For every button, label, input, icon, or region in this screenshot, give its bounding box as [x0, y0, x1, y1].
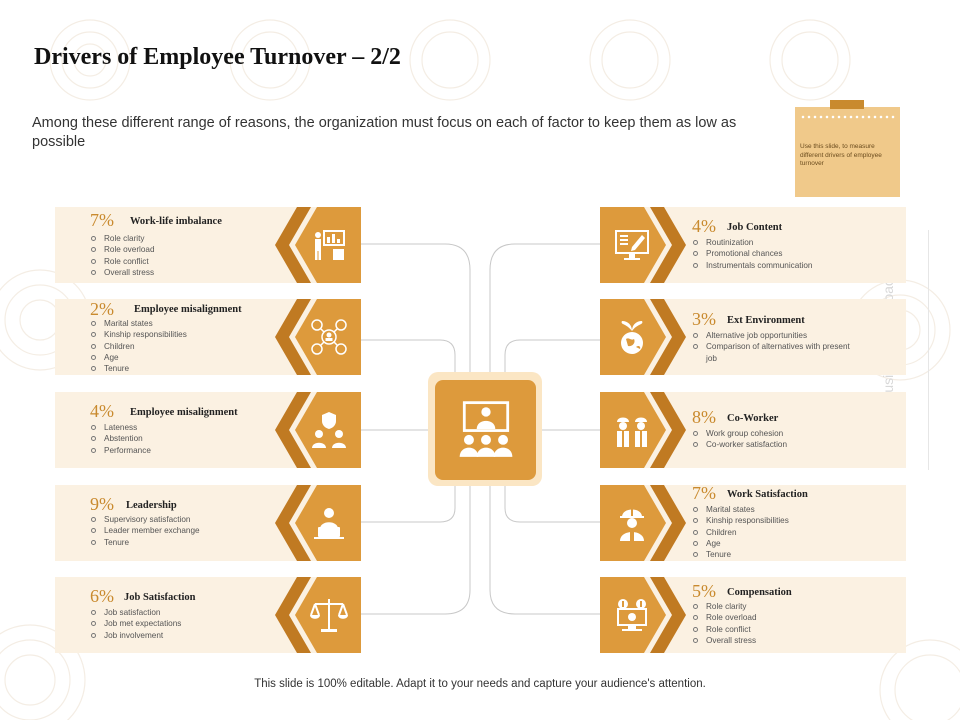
- driver-percentage: 6%: [90, 586, 114, 606]
- list-item: Job met expectations: [90, 618, 181, 629]
- engineer-icon: [612, 503, 652, 543]
- driver-items: [90, 607, 181, 641]
- workers-icon: [612, 410, 652, 450]
- list-item: Marital states: [90, 318, 187, 329]
- presenter-chart-icon: [309, 225, 349, 265]
- driver-title: Job Satisfaction: [124, 592, 196, 603]
- footer-note: This slide is 100% editable. Adapt it to your needs and capture your audience's attention.: [254, 678, 706, 690]
- page-subtitle: Among these different range of reasons, the organization must focus on each of factor to keep them as low as possible: [32, 115, 737, 150]
- driver-percentage: 3%: [692, 309, 716, 329]
- list-item: Job involvement: [90, 630, 181, 641]
- list-item: Kinship responsibilities: [90, 329, 187, 340]
- monitor-edit-icon: [612, 225, 652, 265]
- driver-items: [90, 422, 151, 456]
- driver-title: Job Content: [727, 222, 783, 233]
- globe-plant-icon: [612, 317, 652, 357]
- driver-title: Employee misalignment: [134, 304, 242, 315]
- driver-items: [692, 504, 789, 560]
- driver-percentage: 4%: [692, 216, 716, 236]
- list-item: Tenure: [692, 549, 789, 560]
- list-item: Instrumentals communication: [692, 260, 812, 271]
- list-item: Tenure: [90, 537, 200, 548]
- list-item: Overall stress: [692, 635, 757, 646]
- list-item: Role conflict: [692, 624, 757, 635]
- list-item: Tenure: [90, 363, 187, 374]
- list-item: Role overload: [90, 244, 155, 255]
- driver-title: Work Satisfaction: [727, 489, 808, 500]
- list-item: Role conflict: [90, 256, 155, 267]
- list-item: Comparison of alternatives with present job: [692, 341, 852, 364]
- driver-title: Leadership: [126, 500, 177, 511]
- list-item: Overall stress: [90, 267, 155, 278]
- sticky-note-text: Use this slide, to measure different drivers of employee turnover: [800, 143, 882, 167]
- driver-percentage: 9%: [90, 494, 114, 514]
- driver-items: [692, 601, 757, 646]
- driver-items: [692, 330, 852, 364]
- driver-items: [692, 428, 787, 451]
- driver-title: Ext Environment: [727, 315, 805, 326]
- driver-title: Work-life imbalance: [130, 216, 222, 227]
- list-item: Children: [692, 527, 789, 538]
- list-item: Alternative job opportunities: [692, 330, 852, 341]
- list-item: Promotional chances: [692, 248, 812, 259]
- list-item: Age: [692, 538, 789, 549]
- driver-items: [90, 514, 200, 548]
- list-item: Abstention: [90, 433, 151, 444]
- driver-percentage: 5%: [692, 581, 716, 601]
- money-screen-icon: [612, 595, 652, 635]
- team-shield-icon: [309, 410, 349, 450]
- list-item: Leader member exchange: [90, 525, 200, 536]
- list-item: Role overload: [692, 612, 757, 623]
- list-item: Marital states: [692, 504, 789, 515]
- list-item: Job satisfaction: [90, 607, 181, 618]
- list-item: Age: [90, 352, 187, 363]
- list-item: Kinship responsibilities: [692, 515, 789, 526]
- driver-percentage: 7%: [692, 483, 716, 503]
- page-title: Drivers of Employee Turnover – 2/2: [34, 44, 401, 70]
- list-item: Role clarity: [692, 601, 757, 612]
- laptop-user-icon: [309, 503, 349, 543]
- list-item: Co-worker satisfaction: [692, 439, 787, 450]
- list-item: Lateness: [90, 422, 151, 433]
- driver-percentage: 7%: [90, 210, 114, 230]
- driver-items: [90, 318, 187, 374]
- driver-title: Employee misalignment: [130, 407, 238, 418]
- people-network-icon: [309, 317, 349, 357]
- list-item: Role clarity: [90, 233, 155, 244]
- driver-percentage: 2%: [90, 299, 114, 319]
- video-conference-icon: [455, 398, 517, 460]
- list-item: Children: [90, 341, 187, 352]
- driver-title: Co-Worker: [727, 413, 779, 424]
- list-item: Work group cohesion: [692, 428, 787, 439]
- driver-title: Compensation: [727, 587, 792, 598]
- driver-items: [90, 233, 155, 278]
- driver-percentage: 4%: [90, 401, 114, 421]
- driver-items: [692, 237, 812, 271]
- balance-scale-icon: [309, 595, 349, 635]
- list-item: Supervisory satisfaction: [90, 514, 200, 525]
- driver-percentage: 8%: [692, 407, 716, 427]
- list-item: Routinization: [692, 237, 812, 248]
- list-item: Performance: [90, 445, 151, 456]
